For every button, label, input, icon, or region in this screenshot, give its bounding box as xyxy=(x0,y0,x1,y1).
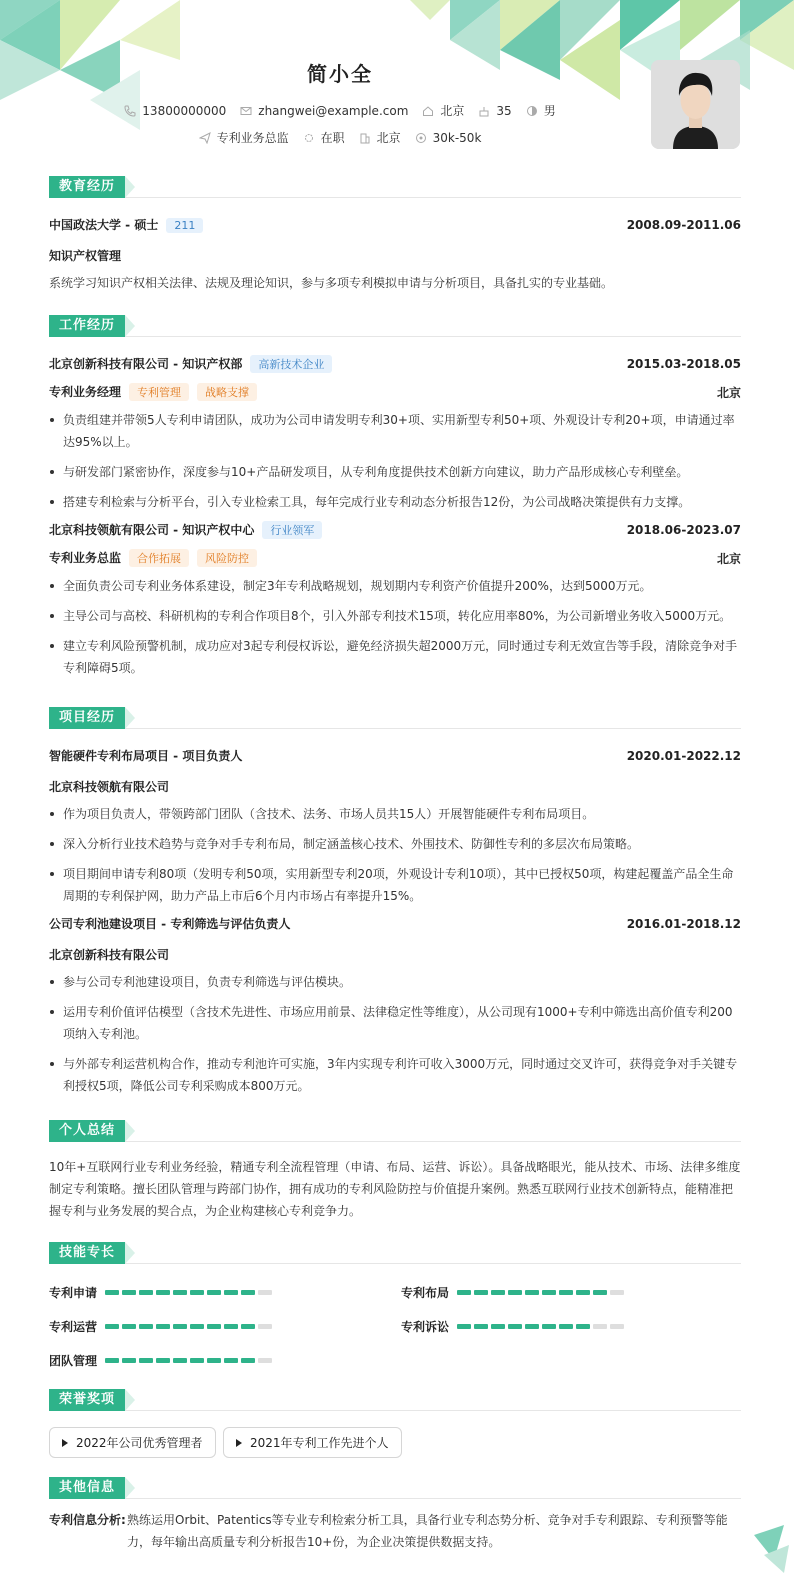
section-title: 其他信息 xyxy=(49,1477,125,1499)
phone-item xyxy=(124,104,226,118)
skill-segment-filled xyxy=(139,1358,153,1363)
skill-segment-filled xyxy=(173,1324,187,1329)
work-period: 2018.06-2023.07 xyxy=(626,523,741,537)
list-item: 建立专利风险预警机制，成功应对3起专利侵权诉讼，避免经济损失超2000万元，同时通过专利无效宣告等手段，清除竞争对手专利障碍5项。 xyxy=(49,635,741,679)
skills-section xyxy=(49,1242,741,1377)
contact-row xyxy=(80,102,600,119)
work-city-text: 北京 xyxy=(376,131,401,145)
skill-segment-filled xyxy=(207,1324,221,1329)
play-triangle-icon xyxy=(236,1439,242,1447)
skill-segment-filled xyxy=(156,1290,170,1295)
skill-segment-filled xyxy=(139,1324,153,1329)
skill-segment-filled xyxy=(508,1290,522,1295)
job-target-text: 专利业务总监 xyxy=(216,131,289,145)
skill-segment-filled xyxy=(491,1290,505,1295)
skill-name: 专利诉讼 xyxy=(401,1320,450,1334)
other-header xyxy=(49,1477,741,1499)
other-info-row xyxy=(49,1509,741,1553)
role-tag: 战略支撑 xyxy=(197,383,257,401)
avatar-portrait-icon xyxy=(651,60,740,149)
gender-item xyxy=(526,102,556,119)
work-entry-header xyxy=(49,355,741,373)
skill-name: 专利运营 xyxy=(49,1320,98,1334)
skill-segment-empty xyxy=(258,1358,272,1363)
corner-triangle-decoration xyxy=(734,1515,794,1575)
company-name: 北京科技领航有限公司 - 知识产权中心 xyxy=(49,523,255,537)
project-company: 北京科技领航有限公司 xyxy=(49,780,170,794)
project-bullets xyxy=(49,971,741,1097)
skill-level-bar xyxy=(105,1358,272,1363)
company-name: 北京创新科技有限公司 - 知识产权部 xyxy=(49,357,243,371)
other-section xyxy=(49,1477,741,1553)
list-item: 主导公司与高校、科研机构的专利合作项目8个，引入外部专利技术15项，转化应用率80%，为公司新增业务收入5000万元。 xyxy=(49,605,741,627)
work-city: 北京 xyxy=(716,385,741,400)
email-item xyxy=(240,104,408,118)
job-intent-row xyxy=(80,129,600,146)
company-tag: 行业领军 xyxy=(262,521,322,539)
skill-segment-filled xyxy=(241,1324,255,1329)
skill-level-bar xyxy=(457,1324,624,1329)
skill-segment-filled xyxy=(241,1358,255,1363)
skill-segment-filled xyxy=(224,1324,238,1329)
skill-segment-filled xyxy=(508,1324,522,1329)
skill-segment-filled xyxy=(457,1290,471,1295)
skill-segment-filled xyxy=(224,1290,238,1295)
section-title: 项目经历 xyxy=(49,707,125,729)
status-text: 在职 xyxy=(320,131,345,145)
job-target-item xyxy=(199,129,289,146)
school-tag: 211 xyxy=(166,218,203,233)
work-city-item xyxy=(359,129,401,146)
list-item: 全面负责公司专利业务体系建设，制定3年专利战略规划，规划期内专利资产价值提升200%，达到5000万元。 xyxy=(49,575,741,597)
job-title: 专利业务经理 xyxy=(49,385,122,399)
skill-segment-filled xyxy=(156,1358,170,1363)
job-title: 专利业务总监 xyxy=(49,551,122,565)
award-item xyxy=(49,1427,216,1458)
work-section xyxy=(49,315,741,687)
section-title: 荣誉奖项 xyxy=(49,1389,125,1411)
education-header xyxy=(49,176,741,198)
skill-segment-filled xyxy=(156,1324,170,1329)
skill-segment-filled xyxy=(105,1290,119,1295)
age-text: 35 xyxy=(496,103,512,118)
project-period: 2020.01-2022.12 xyxy=(626,748,741,763)
project-company: 北京创新科技有限公司 xyxy=(49,948,170,962)
skill-segment-filled xyxy=(207,1290,221,1295)
resume-header xyxy=(0,0,794,170)
work-entry-header xyxy=(49,521,741,539)
section-title: 技能专长 xyxy=(49,1242,125,1264)
skill-segment-filled xyxy=(190,1290,204,1295)
section-title: 个人总结 xyxy=(49,1120,125,1142)
skill-segment-empty xyxy=(593,1324,607,1329)
work-bullets xyxy=(49,575,741,679)
skill-level-bar xyxy=(105,1290,272,1295)
awards-section xyxy=(49,1389,741,1469)
section-title: 工作经历 xyxy=(49,315,125,337)
role-tag: 风险防控 xyxy=(197,549,257,567)
gender-icon xyxy=(526,105,538,117)
skill-segment-empty xyxy=(610,1290,624,1295)
age-item xyxy=(478,104,511,118)
awards-header xyxy=(49,1389,741,1411)
school-name: 中国政法大学 - 硕士 xyxy=(49,218,159,232)
gender-text: 男 xyxy=(543,104,556,118)
skill-segment-filled xyxy=(593,1290,607,1295)
skill-segment-filled xyxy=(122,1358,136,1363)
list-item: 作为项目负责人，带领跨部门团队（含技术、法务、市场人员共15人）开展智能硬件专利布局项目。 xyxy=(49,803,741,825)
salary-text: 30k-50k xyxy=(432,130,482,145)
skill-segment-filled xyxy=(173,1290,187,1295)
skill-segment-empty xyxy=(610,1324,624,1329)
location-text: 北京 xyxy=(440,104,465,118)
project-entry-header xyxy=(49,915,741,932)
building-icon xyxy=(359,132,371,144)
skill-segment-filled xyxy=(105,1358,119,1363)
skill-segment-filled xyxy=(491,1324,505,1329)
phone-icon xyxy=(124,105,136,117)
project-header xyxy=(49,707,741,729)
skill-segment-filled xyxy=(122,1290,136,1295)
skill-segment-filled xyxy=(525,1290,539,1295)
play-triangle-icon xyxy=(62,1439,68,1447)
skill-segment-filled xyxy=(474,1290,488,1295)
education-description: 系统学习知识产权相关法律、法规及理论知识，参与多项专利模拟申请与分析项目，具备扎实的专业基础。 xyxy=(49,276,614,290)
skill-segment-filled xyxy=(474,1324,488,1329)
list-item: 运用专利价值评估模型（含技术先进性、市场应用前景、法律稳定性等维度），从公司现有1000+专利中筛选出高价值专利200项纳入专利池。 xyxy=(49,1001,741,1045)
skill-item xyxy=(49,1284,272,1301)
project-section xyxy=(49,707,741,1105)
skill-item xyxy=(49,1318,272,1335)
list-item: 搭建专利检索与分析平台，引入专业检索工具，每年完成行业专利动态分析报告12份，为公司战略决策提供有力支撑。 xyxy=(49,491,741,513)
location-item xyxy=(422,102,464,119)
education-major: 知识产权管理 xyxy=(49,249,122,263)
skill-item xyxy=(401,1318,624,1335)
mail-icon xyxy=(240,105,252,117)
project-period: 2016.01-2018.12 xyxy=(626,916,741,931)
list-item: 项目期间申请专利80项（发明专利50项，实用新型专利20项，外观设计专利10项），其中已授权50项，构建起覆盖产品全生命周期的专利保护网，助力产品上市后6个月内市场占有率提升15%。 xyxy=(49,863,741,907)
avatar xyxy=(651,60,740,149)
salary-item xyxy=(415,131,482,145)
section-title: 教育经历 xyxy=(49,176,125,198)
skill-name: 团队管理 xyxy=(49,1354,98,1368)
skill-item xyxy=(401,1284,624,1301)
project-name: 智能硬件专利布局项目 - 项目负责人 xyxy=(49,749,243,763)
work-period: 2015.03-2018.05 xyxy=(626,357,741,371)
skill-segment-filled xyxy=(105,1324,119,1329)
work-header xyxy=(49,315,741,337)
skill-segment-filled xyxy=(576,1324,590,1329)
skill-segment-empty xyxy=(258,1324,272,1329)
gear-icon xyxy=(303,132,315,144)
project-bullets xyxy=(49,803,741,907)
skill-name: 专利布局 xyxy=(401,1286,450,1300)
education-row xyxy=(49,216,741,233)
work-city: 北京 xyxy=(716,551,741,566)
skills-header xyxy=(49,1242,741,1264)
skill-segment-filled xyxy=(525,1324,539,1329)
skill-segment-empty xyxy=(258,1290,272,1295)
skill-segment-filled xyxy=(173,1358,187,1363)
coin-icon xyxy=(415,132,427,144)
skill-segment-filled xyxy=(190,1324,204,1329)
summary-section xyxy=(49,1120,741,1222)
skill-segment-filled xyxy=(139,1290,153,1295)
cake-icon xyxy=(478,105,490,117)
education-section xyxy=(49,176,741,294)
award-text: 2021年专利工作先进个人 xyxy=(250,1436,389,1450)
skill-name: 专利申请 xyxy=(49,1286,98,1300)
skill-segment-filled xyxy=(457,1324,471,1329)
send-icon xyxy=(199,132,211,144)
list-item: 深入分析行业技术趋势与竞争对手专利布局，制定涵盖核心技术、外围技术、防御性专利的多层次布局策略。 xyxy=(49,833,741,855)
award-text: 2022年公司优秀管理者 xyxy=(76,1436,203,1450)
project-name: 公司专利池建设项目 - 专利筛选与评估负责人 xyxy=(49,917,291,931)
skill-segment-filled xyxy=(241,1290,255,1295)
candidate-name: 简小全 xyxy=(307,62,373,86)
skill-segment-filled xyxy=(190,1358,204,1363)
skill-item xyxy=(49,1352,272,1369)
skill-level-bar xyxy=(457,1290,624,1295)
skill-segment-filled xyxy=(207,1358,221,1363)
skill-segment-filled xyxy=(122,1324,136,1329)
work-role-row xyxy=(49,383,741,401)
role-tag: 合作拓展 xyxy=(129,549,189,567)
other-info-text: 熟练运用Orbit、Patentics等专业专利检索分析工具，具备行业专利态势分析、竞争对手专利跟踪、专利预警等能力，每年输出高质量专利分析报告10+份，为企业决策提供数据支持。 xyxy=(127,1513,728,1549)
skill-level-bar xyxy=(105,1324,272,1329)
list-item: 与研发部门紧密协作，深度参与10+产品研发项目，从专利角度提供技术创新方向建议，助力产品形成核心专利壁垒。 xyxy=(49,461,741,483)
summary-header xyxy=(49,1120,741,1142)
summary-text: 10年+互联网行业专利业务经验，精通专利全流程管理（申请、布局、运营、诉讼）。具备战略眼光，能从技术、市场、法律多维度制定专利策略。擅长团队管理与跨部门协作，拥有成功的专利风险防控与价值提升案例。熟悉互联网行业技术创新特点，能精准把握专利与业务发展的契合点，为企业构建核心专利竞争力。 xyxy=(49,1160,741,1218)
skill-segment-filled xyxy=(224,1358,238,1363)
education-period: 2008.09-2011.06 xyxy=(626,217,741,232)
home-icon xyxy=(422,105,434,117)
list-item: 负责组建并带领5人专利申请团队，成功为公司申请发明专利30+项、实用新型专利50+项、外观设计专利20+项，申请通过率达95%以上。 xyxy=(49,409,741,453)
project-entry-header xyxy=(49,747,741,764)
work-bullets xyxy=(49,409,741,513)
skill-segment-filled xyxy=(542,1290,556,1295)
phone-number: 13800000000 xyxy=(142,103,227,118)
company-tag: 高新技术企业 xyxy=(250,355,332,373)
status-item xyxy=(303,129,345,146)
work-role-row xyxy=(49,549,741,567)
skill-segment-filled xyxy=(559,1324,573,1329)
award-item xyxy=(223,1427,402,1458)
skill-segment-filled xyxy=(576,1290,590,1295)
role-tag: 专利管理 xyxy=(129,383,189,401)
list-item: 与外部专利运营机构合作，推动专利池许可实施，3年内实现专利许可收入3000万元，同时通过交叉许可，获得竞争对手关键专利授权5项，降低公司专利采购成本800万元。 xyxy=(49,1053,741,1097)
list-item: 参与公司专利池建设项目，负责专利筛选与评估模块。 xyxy=(49,971,741,993)
skill-segment-filled xyxy=(559,1290,573,1295)
skill-segment-filled xyxy=(542,1324,556,1329)
other-info-label: 专利信息分析: xyxy=(49,1513,126,1527)
email-address: zhangwei@example.com xyxy=(258,103,409,118)
